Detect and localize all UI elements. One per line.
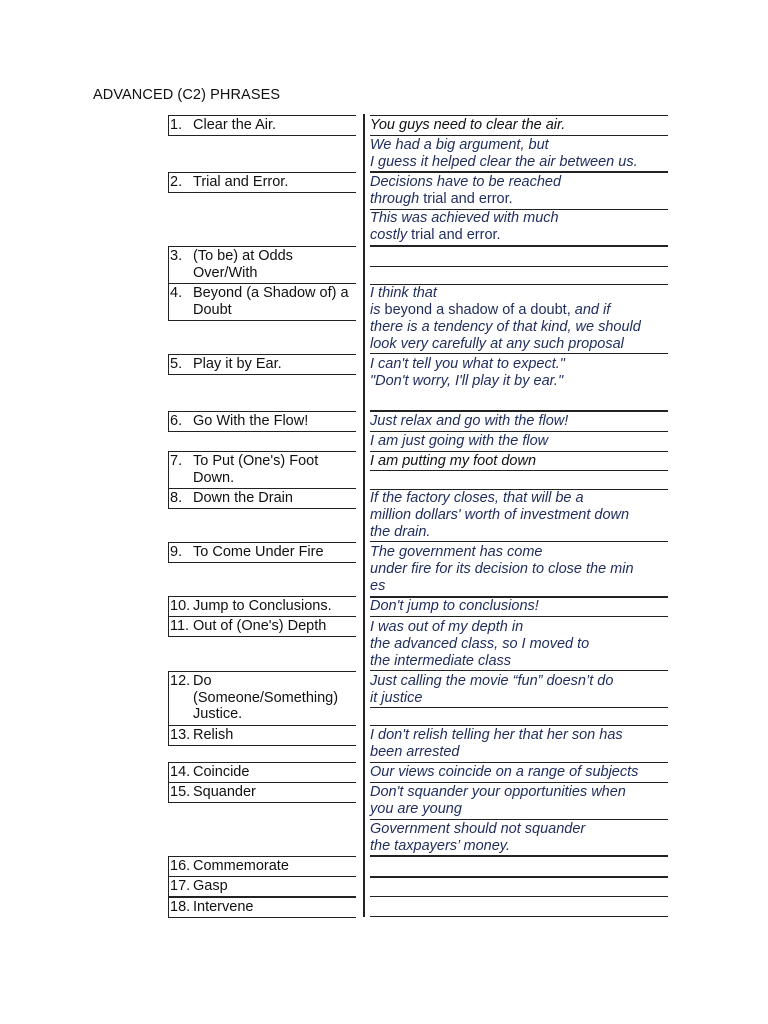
phrase-text: (To be) at Odds Over/With bbox=[193, 248, 293, 281]
phrase-number: 9. bbox=[170, 544, 183, 560]
example-line: million dollars' worth of investment down bbox=[370, 507, 630, 523]
example-fragment: is bbox=[370, 302, 381, 318]
example-fragment: through bbox=[370, 191, 420, 207]
example-rule bbox=[370, 451, 668, 452]
phrase-number: 10. bbox=[170, 598, 191, 614]
example-line: the taxpayers’ money. bbox=[370, 838, 510, 854]
phrase-text: Jump to Conclusions. bbox=[193, 598, 332, 614]
example-rule bbox=[370, 431, 668, 432]
phrase-number: 12. bbox=[170, 673, 191, 689]
phrase-item-15 bbox=[168, 782, 356, 803]
example-line: es bbox=[370, 578, 386, 594]
example-rule bbox=[370, 353, 668, 354]
example-fragment: costly bbox=[370, 227, 408, 243]
phrase-number: 18. bbox=[170, 899, 191, 915]
phrase-number: 4. bbox=[170, 285, 183, 301]
phrase-item-9 bbox=[168, 542, 356, 563]
phrase-text: To Put (One's) Foot Down. bbox=[193, 453, 319, 486]
phrase-number: 3. bbox=[170, 248, 183, 264]
example-11 bbox=[370, 544, 668, 595]
phrase-item-16 bbox=[168, 856, 356, 877]
phrase-number: 8. bbox=[170, 490, 183, 506]
example-rule bbox=[370, 410, 668, 412]
example-5 bbox=[370, 285, 668, 353]
example-rule bbox=[370, 707, 668, 708]
phrase-number: 6. bbox=[170, 413, 183, 429]
example-12: Don't jump to conclusions! bbox=[370, 598, 539, 614]
phrase-text: Clear the Air. bbox=[193, 117, 277, 133]
example-2 bbox=[370, 137, 668, 171]
example-9: I am putting my foot down bbox=[370, 453, 537, 469]
phrase-number: 15. bbox=[170, 784, 191, 800]
example-16: Our views coincide on a range of subjects bbox=[370, 764, 639, 780]
phrase-number: 17. bbox=[170, 878, 191, 894]
example-rule bbox=[370, 616, 668, 617]
phrase-number: 14. bbox=[170, 764, 191, 780]
example-rule bbox=[370, 819, 668, 820]
phrase-text: Do (Someone/Something) Justice. bbox=[193, 673, 339, 722]
phrase-text: Beyond (a Shadow of) a Doubt bbox=[193, 285, 349, 318]
example-line: I think that bbox=[370, 285, 437, 301]
example-rule bbox=[370, 876, 668, 878]
example-rule bbox=[370, 266, 668, 267]
example-fragment: and if bbox=[574, 302, 611, 318]
example-rule bbox=[370, 916, 668, 917]
example-rule bbox=[370, 541, 668, 542]
phrase-item-18 bbox=[168, 897, 356, 918]
example-line: under fire for its decision to close the min bbox=[370, 561, 634, 577]
example-line: Don't squander your opportunities when bbox=[370, 784, 626, 800]
example-line: The government has come bbox=[370, 544, 543, 560]
example-line: I guess it helped clear the air between us. bbox=[370, 154, 638, 170]
example-line: been arrested bbox=[370, 744, 460, 760]
example-line: This was achieved with much bbox=[370, 210, 559, 226]
phrase-text: Intervene bbox=[193, 899, 254, 915]
phrase-item-10 bbox=[168, 596, 356, 617]
column-divider bbox=[363, 114, 365, 917]
example-4 bbox=[370, 210, 668, 244]
phrase-item-14 bbox=[168, 762, 356, 783]
example-15 bbox=[370, 727, 668, 761]
example-rule bbox=[370, 855, 668, 857]
example-line: We had a big argument, but bbox=[370, 137, 549, 153]
phrase-item-4 bbox=[168, 283, 356, 321]
example-17 bbox=[370, 784, 668, 818]
phrase-text: Coincide bbox=[193, 764, 250, 780]
example-line: I was out of my depth in bbox=[370, 619, 524, 635]
example-line: look very carefully at any such proposal bbox=[370, 336, 624, 352]
phrase-item-12 bbox=[168, 671, 356, 726]
page-title: ADVANCED (C2) PHRASES bbox=[93, 87, 281, 103]
phrase-number: 2. bbox=[170, 174, 183, 190]
example-7: Just relax and go with the flow! bbox=[370, 413, 569, 429]
phrase-text: Gasp bbox=[193, 878, 228, 894]
example-rule bbox=[370, 470, 668, 471]
phrase-item-1 bbox=[168, 115, 356, 136]
example-fragment: trial and error. bbox=[423, 191, 513, 207]
example-rule bbox=[370, 762, 668, 763]
example-10 bbox=[370, 490, 668, 541]
phrase-number: 1. bbox=[170, 117, 183, 133]
example-rule bbox=[370, 725, 668, 726]
example-line: Government should not squander bbox=[370, 821, 586, 837]
phrase-text: Out of (One's) Depth bbox=[193, 618, 327, 634]
phrase-number: 11. bbox=[170, 618, 190, 634]
example-line: the advanced class, so I moved to bbox=[370, 636, 590, 652]
example-line bbox=[370, 227, 668, 244]
phrase-number: 16. bbox=[170, 858, 191, 874]
phrase-item-2 bbox=[168, 172, 356, 193]
example-line bbox=[370, 191, 668, 208]
example-rule bbox=[370, 896, 668, 897]
example-rule bbox=[370, 782, 668, 783]
example-14 bbox=[370, 673, 668, 707]
example-rule bbox=[370, 171, 668, 173]
example-line: you are young bbox=[370, 801, 462, 817]
example-line: Just calling the movie “fun” doesn’t do bbox=[370, 673, 614, 689]
example-line: there is a tendency of that kind, we should bbox=[370, 319, 641, 335]
example-rule bbox=[370, 670, 668, 671]
phrase-number: 5. bbox=[170, 356, 183, 372]
phrase-item-17 bbox=[168, 876, 356, 897]
example-1: You guys need to clear the air. bbox=[370, 117, 566, 133]
phrase-item-5 bbox=[168, 354, 356, 375]
example-fragment: beyond a shadow of a doubt, bbox=[384, 302, 571, 318]
example-rule bbox=[370, 245, 668, 247]
example-3 bbox=[370, 174, 668, 208]
phrase-item-3 bbox=[168, 246, 356, 284]
example-line: I don't relish telling her that her son has bbox=[370, 727, 623, 743]
example-fragment: trial and error. bbox=[411, 227, 501, 243]
example-line: the intermediate class bbox=[370, 653, 512, 669]
phrase-text: Trial and Error. bbox=[193, 174, 289, 190]
example-6 bbox=[370, 356, 668, 390]
phrase-item-7 bbox=[168, 451, 356, 489]
example-rule bbox=[370, 135, 668, 136]
phrase-item-13 bbox=[168, 725, 356, 746]
phrase-number: 13. bbox=[170, 727, 191, 743]
example-rule bbox=[370, 115, 668, 116]
phrase-text: Go With the Flow! bbox=[193, 413, 309, 429]
example-line: "Don't worry, I'll play it by ear." bbox=[370, 373, 564, 389]
phrase-text: Down the Drain bbox=[193, 490, 293, 506]
phrase-number: 7. bbox=[170, 453, 183, 469]
example-line: the drain. bbox=[370, 524, 431, 540]
example-line: it justice bbox=[370, 690, 423, 706]
example-18 bbox=[370, 821, 668, 855]
phrase-text: To Come Under Fire bbox=[193, 544, 324, 560]
phrase-item-6 bbox=[168, 411, 356, 432]
example-line: If the factory closes, that will be a bbox=[370, 490, 584, 506]
phrase-item-11 bbox=[168, 616, 356, 637]
phrase-text: Play it by Ear. bbox=[193, 356, 282, 372]
phrase-text: Squander bbox=[193, 784, 256, 800]
phrase-text: Commemorate bbox=[193, 858, 289, 874]
example-line: Decisions have to be reached bbox=[370, 174, 562, 190]
example-line bbox=[370, 302, 668, 319]
phrase-text: Relish bbox=[193, 727, 234, 743]
phrase-item-8 bbox=[168, 488, 356, 509]
example-8: I am just going with the flow bbox=[370, 433, 549, 449]
example-line: I can't tell you what to expect." bbox=[370, 356, 565, 372]
example-13 bbox=[370, 619, 668, 670]
